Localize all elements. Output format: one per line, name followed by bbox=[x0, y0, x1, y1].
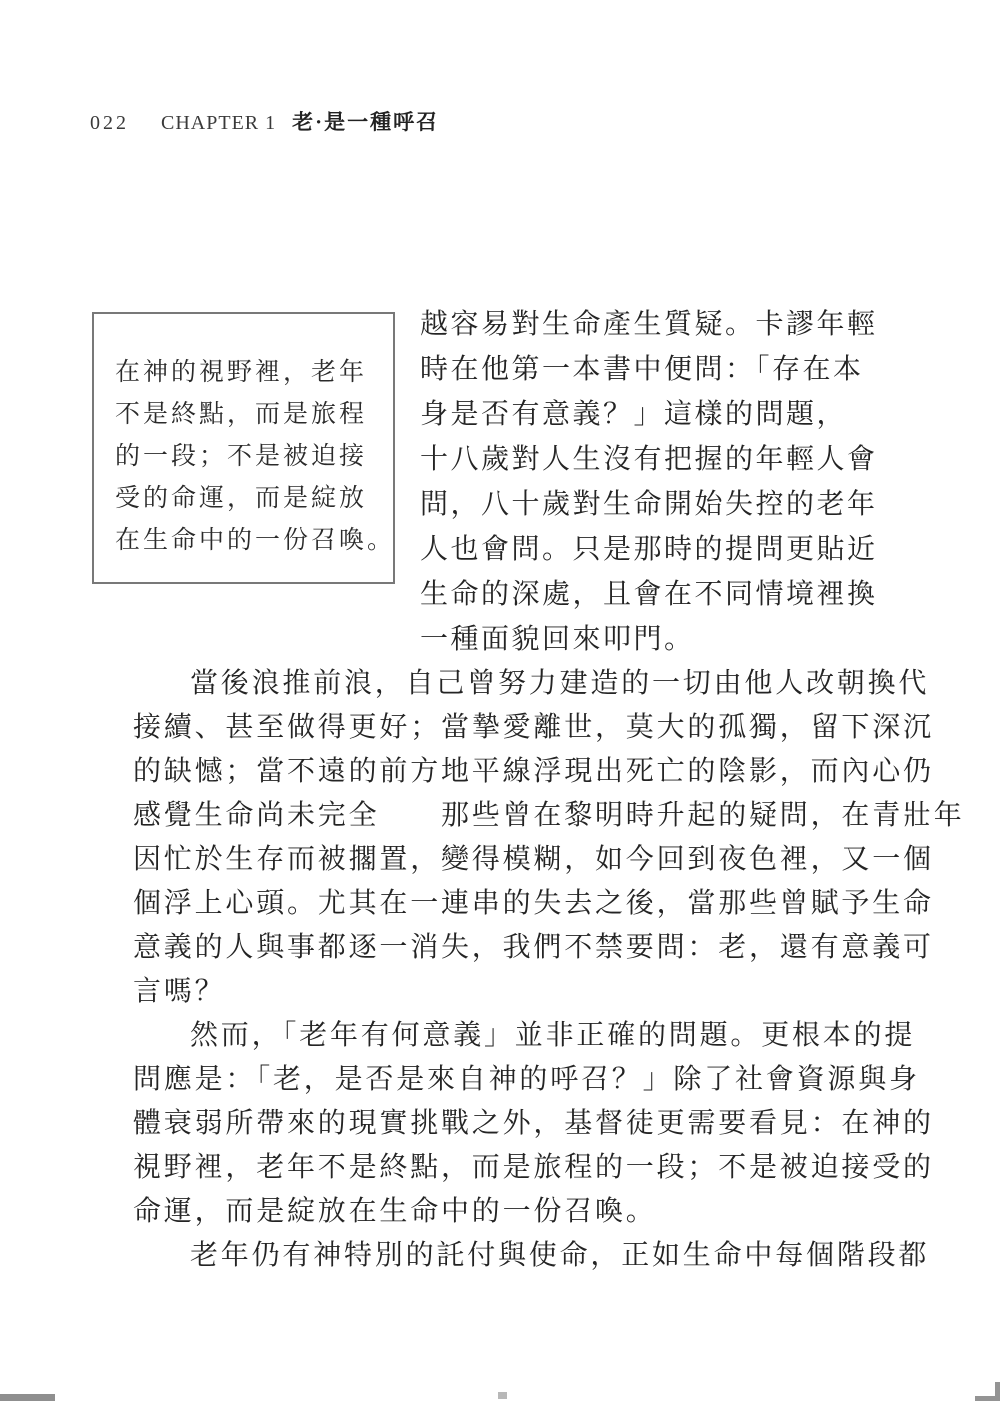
scan-artifact-bottom-center bbox=[498, 1392, 507, 1399]
running-header bbox=[90, 106, 439, 136]
text-line: 問應是：「老，是否是來自神的呼召？」除了社會資源與身 bbox=[133, 1064, 920, 1095]
text-line: 接續、甚至做得更好；當摯愛離世，莫大的孤獨，留下深沉 bbox=[133, 712, 934, 743]
text-line: 因忙於生存而被擱置，變得模糊，如今回到夜色裡，又一個 bbox=[133, 844, 934, 875]
page-number: 022 bbox=[90, 112, 129, 134]
text-line: 視野裡，老年不是終點，而是旅程的一段；不是被迫接受的 bbox=[133, 1152, 934, 1183]
pull-quote-line: 不是終點，而是旅程 bbox=[115, 401, 368, 428]
pull-quote-box bbox=[92, 312, 395, 584]
text-line: 感覺生命尚未完全 那些曾在黎明時升起的疑問，在青壯年 bbox=[133, 800, 965, 831]
body-text bbox=[133, 662, 965, 1278]
text-line: 問，八十歲對生命開始失控的老年 bbox=[420, 489, 878, 520]
paragraph bbox=[133, 1234, 930, 1278]
text-line: 命運，而是綻放在生命中的一份召喚。 bbox=[133, 1196, 657, 1227]
text-line: 老年仍有神特別的託付與使命，正如生命中每個階段都 bbox=[190, 1240, 930, 1271]
pull-quote-line: 受的命運，而是綻放 bbox=[115, 485, 368, 512]
quote-and-text-section bbox=[92, 300, 886, 662]
text-line: 言嗎？ bbox=[133, 976, 226, 1007]
text-line: 人也會問。只是那時的提問更貼近 bbox=[420, 534, 878, 565]
scan-artifact-bottom-right-horizontal bbox=[975, 1396, 1000, 1401]
text-line: 個浮上心頭。尤其在一連串的失去之後，當那些曾賦予生命 bbox=[133, 888, 934, 919]
scan-artifact-bottom-left bbox=[0, 1394, 55, 1401]
pull-quote-line: 的一段；不是被迫接 bbox=[115, 443, 368, 470]
text-line: 的缺憾；當不遠的前方地平線浮現出死亡的陰影，而內心仍 bbox=[133, 756, 934, 787]
text-line: 時在他第一本書中便問：「存在本 bbox=[420, 354, 864, 385]
text-line: 然而，「老年有何意義」並非正確的問題。更根本的提 bbox=[190, 1020, 916, 1051]
text-line: 當後浪推前浪，自己曾努力建造的一切由他人改朝換代 bbox=[190, 668, 930, 699]
paragraph bbox=[133, 662, 965, 1014]
pull-quote-line: 在生命中的一份召喚。 bbox=[115, 527, 396, 554]
paragraph bbox=[133, 1014, 934, 1234]
chapter-title: 老·是一種呼召 bbox=[292, 110, 440, 134]
text-line: 一種面貌回來叩門。 bbox=[420, 624, 695, 655]
text-line: 體衰弱所帶來的現實挑戰之外，基督徒更需要看見：在神的 bbox=[133, 1108, 934, 1139]
text-line: 意義的人與事都逐一消失，我們不禁要問：老，還有意義可 bbox=[133, 932, 934, 963]
paragraph-continuation-column bbox=[420, 300, 886, 662]
pull-quote-line: 在神的視野裡，老年 bbox=[115, 359, 368, 386]
text-line: 越容易對生命產生質疑。卡謬年輕 bbox=[420, 309, 878, 340]
chapter-label: CHAPTER 1 bbox=[161, 112, 277, 134]
text-line: 身是否有意義？」這樣的問題， bbox=[420, 399, 848, 430]
text-line: 生命的深處，且會在不同情境裡換 bbox=[420, 579, 878, 610]
text-line: 十八歲對人生沒有把握的年輕人會 bbox=[420, 444, 878, 475]
